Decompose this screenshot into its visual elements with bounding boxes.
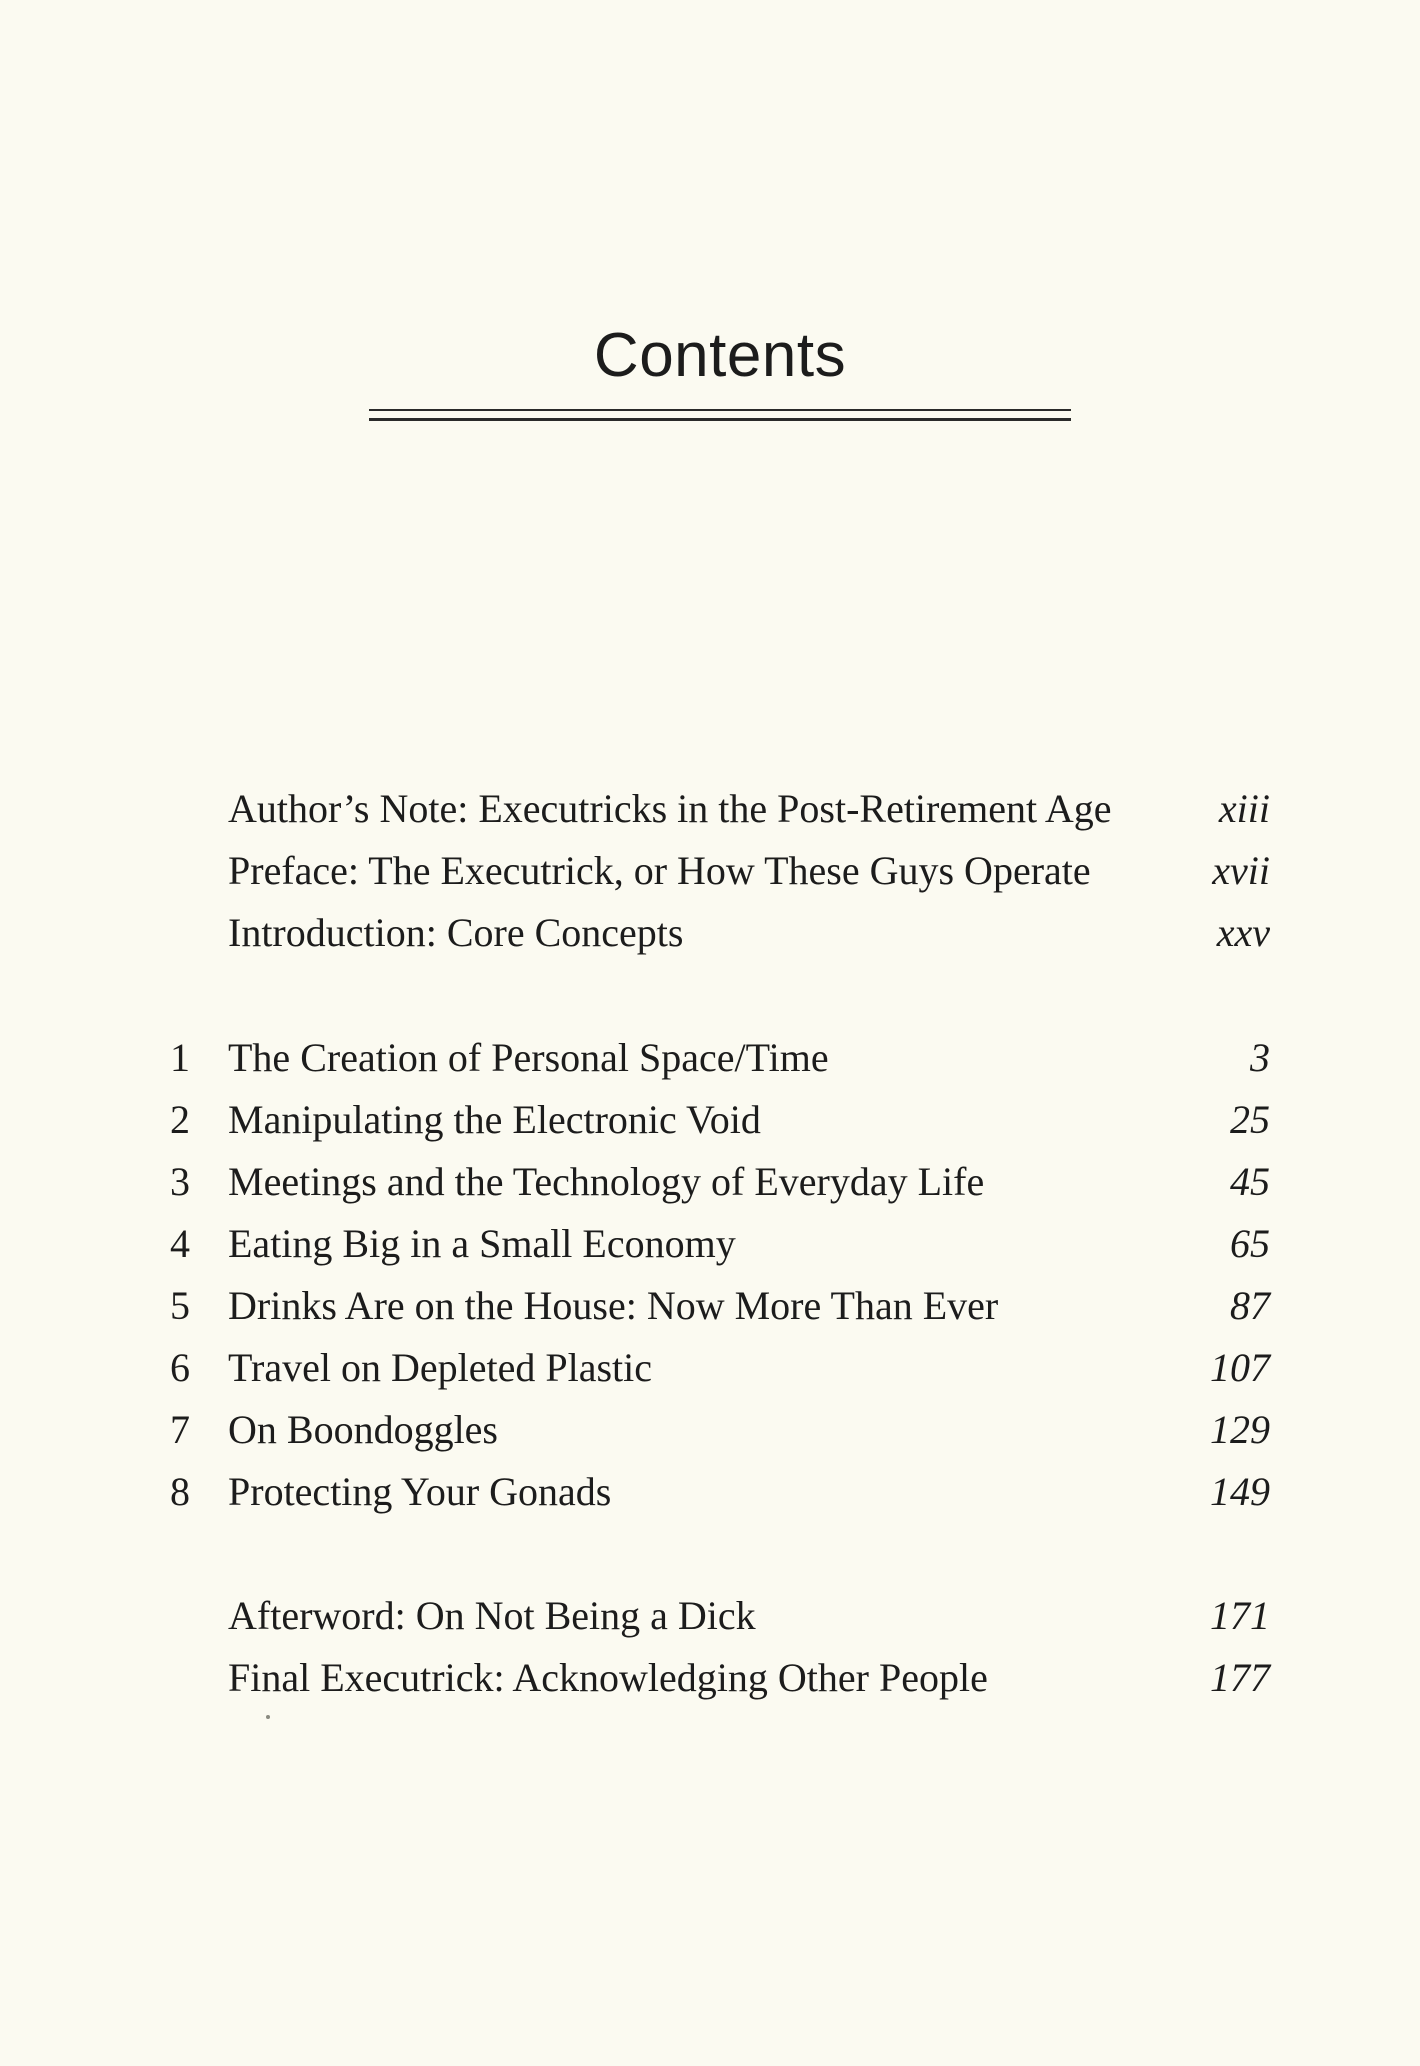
title-rule-top — [369, 409, 1071, 411]
toc-chapter-number: 4 — [170, 1221, 190, 1266]
toc-chapter-5 — [160, 1278, 1270, 1334]
toc-chapter-page: 129 — [1210, 1407, 1270, 1452]
toc-entry-title: Preface: The Executrick, or How These Guys Operate — [228, 848, 1091, 893]
toc-chapter-title: Travel on Depleted Plastic — [228, 1345, 653, 1390]
toc-chapter-number: 7 — [170, 1407, 190, 1452]
toc-entry-title: Afterword: On Not Being a Dick — [228, 1593, 756, 1638]
toc-entry-afterword — [160, 1588, 1270, 1644]
toc-entry-page: 177 — [1210, 1655, 1270, 1700]
toc-chapter-page: 107 — [1210, 1345, 1270, 1390]
toc-chapter-3 — [160, 1154, 1270, 1210]
toc-chapter-8 — [160, 1464, 1270, 1520]
toc-chapter-number: 6 — [170, 1345, 190, 1390]
toc-entry-title: Introduction: Core Concepts — [228, 910, 684, 955]
toc-chapter-title: Eating Big in a Small Economy — [228, 1221, 736, 1266]
page-title: Contents — [593, 321, 847, 390]
toc-entry-title: Final Executrick: Acknowledging Other People — [228, 1655, 988, 1700]
toc-chapter-number: 1 — [170, 1035, 190, 1080]
toc-chapter-title: On Boondoggles — [228, 1407, 498, 1452]
toc-chapter-1 — [160, 1030, 1270, 1086]
toc-entry-page: xiii — [1218, 786, 1270, 831]
toc-chapter-page: 149 — [1210, 1469, 1270, 1514]
title-rule-bottom — [369, 418, 1071, 421]
toc-chapter-6 — [160, 1340, 1270, 1396]
toc-chapter-title: Manipulating the Electronic Void — [228, 1097, 761, 1142]
print-speck — [266, 1715, 270, 1719]
toc-chapter-number: 5 — [170, 1283, 190, 1328]
toc-chapter-page: 3 — [1250, 1035, 1270, 1080]
toc-chapter-number: 3 — [170, 1159, 190, 1204]
toc-chapter-number: 2 — [170, 1097, 190, 1142]
toc-chapter-page: 25 — [1230, 1097, 1270, 1142]
toc-chapter-page: 87 — [1230, 1283, 1270, 1328]
toc-chapter-4 — [160, 1216, 1270, 1272]
toc-chapter-title: Protecting Your Gonads — [228, 1469, 612, 1514]
toc-chapter-2 — [160, 1092, 1270, 1148]
toc-entry-title: Author’s Note: Executricks in the Post-Retirement Age — [228, 786, 1112, 831]
toc-entry-preface — [160, 843, 1270, 899]
toc-chapter-page: 45 — [1230, 1159, 1270, 1204]
toc-entry-page: 171 — [1210, 1593, 1270, 1638]
toc-entry-final-executrick — [160, 1650, 1270, 1706]
toc-entry-page: xvii — [1212, 848, 1270, 893]
toc-entry-page: xxv — [1216, 910, 1270, 955]
toc-chapter-number: 8 — [170, 1469, 190, 1514]
toc-entry-introduction — [160, 905, 1270, 961]
toc-chapter-title: Meetings and the Technology of Everyday Life — [228, 1159, 985, 1204]
toc-chapter-title: The Creation of Personal Space/Time — [228, 1035, 829, 1080]
toc-entry-authors-note — [160, 781, 1270, 837]
toc-chapter-title: Drinks Are on the House: Now More Than Ever — [228, 1283, 999, 1328]
toc-chapter-page: 65 — [1230, 1221, 1270, 1266]
toc-chapter-7 — [160, 1402, 1270, 1458]
